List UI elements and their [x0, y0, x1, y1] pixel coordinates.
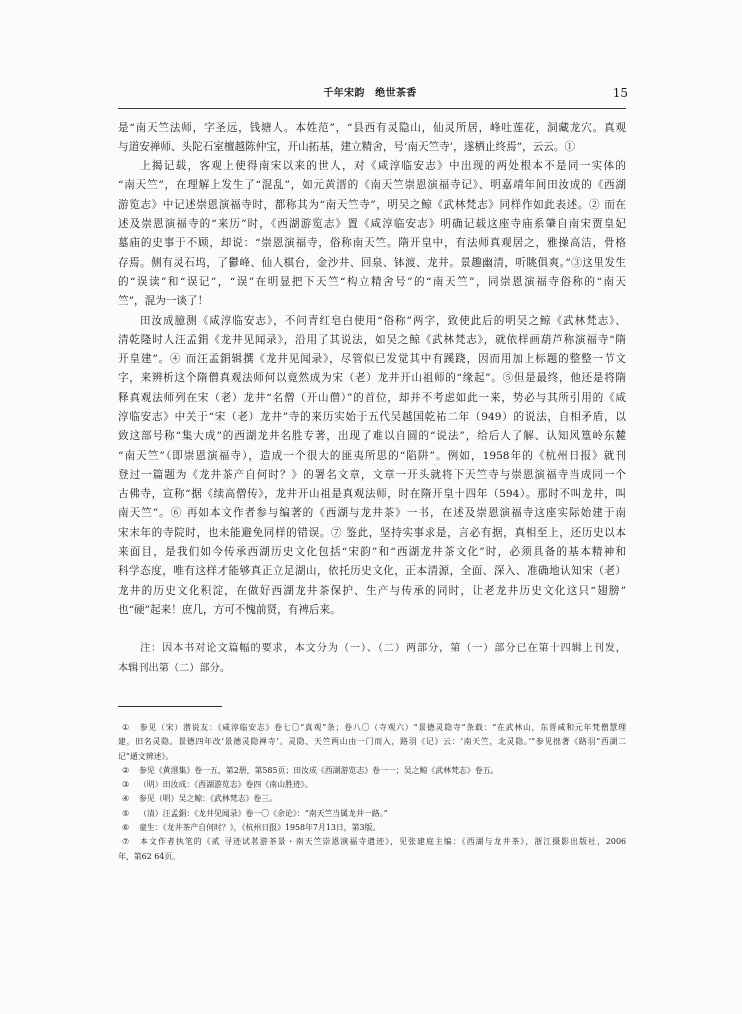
text-line: “南天竺”（即崇恩演福寺），造成一个很大的匪夷所思的“陷阱”。例如，1958年的《杭州日报》就刊	[118, 449, 626, 462]
footnote-text: 年，第62 64页。	[118, 851, 181, 861]
footnote-mark: ①	[122, 723, 130, 732]
footnote-mark: ⑥	[122, 823, 130, 833]
text-line: 科学态度，唯有这样才能够真正立足湖山，依托历史文化，正本清源，全面、深入、准确地认知宋（老）	[118, 565, 626, 578]
footnote	[118, 807, 626, 821]
text-line: 龙井的历史文化积淀，在做好西湖龙井茶保护、生产与传承的同时，让老龙井历史文化这只“翅膀”	[118, 584, 626, 597]
footnotes	[118, 721, 626, 864]
footnote	[118, 792, 626, 806]
note-line: 注：因本书对论文篇幅的要求，本文分为（一）、（二）两部分，第（一）部分已在第十四辑上刊发，	[140, 643, 626, 655]
footnote	[118, 721, 626, 764]
footnote-text: 参见《黄溍集》卷一五，第2册，第585页；田汝成《西湖游览志》卷一一；吴之鲸《武林梵志》卷五。	[139, 765, 499, 775]
footnote-text: （清）汪孟鋗：《龙井见闻录》卷一〇《余论》：“南天竺当属龙井一路。”	[139, 808, 388, 818]
footnote-text: 参见（明）吴之鲸：《武林梵志》卷三。	[139, 794, 278, 804]
footnote-rule	[118, 706, 222, 707]
text-line: 存焉。侧有灵石坞，了鬱峰、仙人棋台，金沙井、回泉、钵渡、龙井。景趣幽清，听眺俱爽。”③这里发生	[118, 256, 626, 269]
footnote-mark: ②	[122, 765, 130, 775]
body-paragraph-quote-end	[118, 119, 626, 158]
footnote-text: 童生：《龙井茶产自何时？》，《杭州日报》1958年7月13日，第3版。	[139, 823, 381, 833]
footnote	[118, 778, 626, 792]
text-line: 竺”，混为一谈了！	[118, 295, 209, 308]
header-rule	[118, 108, 626, 109]
footnote-mark: ④	[122, 794, 130, 804]
footnote-mark: ③	[122, 780, 130, 790]
body-paragraph	[118, 312, 626, 621]
text-line: 游览志》中记述崇恩演福寺时，都称其为“南天竺寺”，明吴之鲸《武林梵志》同样作如此表述。② 而在	[118, 198, 626, 211]
page-number: 15	[612, 86, 628, 100]
footnote-text: 记”通文辨述》。	[118, 751, 174, 761]
text-line: 释真观法师列在宋（老）龙井“名僧（开山僧）”的首位，却并不考虑如此一来，势必与其所引用的《咸	[118, 391, 626, 404]
text-line: 的“误读”和“误记”，“误”在明显把下天竺“构立精舍号”的“南天竺”，同崇恩演福寺俗称的“南天	[118, 275, 626, 288]
footnote	[118, 821, 626, 835]
footnote-text: 建，旧名灵隐。景德四年改‘景德灵隐禅寺’。灵隐、天竺两山由一门而入，路羽《记》云：‘南天竺，北灵隐。’”参见拙著《路羽“西湖二	[118, 737, 626, 747]
footnote-text: 参见（宋）潜说友：《咸淳临安志》卷七〇“真观”条；卷八〇（寺观六）“景德灵隐寺”条载：“在武林山，东晋咸和元年梵僧慧理	[139, 723, 626, 732]
text-line: 也“硬”起来！庶几，方可不愧前贤，有裨后来。	[118, 603, 341, 616]
text-line: 淳临安志》中关于“宋（老）龙井”寺的来历实始于五代吴越国乾祐二年（949）的说法，自相矛盾，以	[118, 410, 626, 423]
body-paragraph	[118, 157, 626, 311]
running-header-title: 千年宋韵 绝世茶香	[323, 88, 417, 99]
text-line: 是“南天竺法师，字圣远，钱塘人。本姓范”，“县西有灵隐山，仙灵所居，峰吐莲花，洞藏龙穴。真观	[118, 121, 626, 134]
text-line: 述及崇恩演福寺的“来历”时，《西湖游览志》置《咸淳临安志》明确记载这座寺庙系肇自南宋贾皇妃	[118, 217, 626, 230]
text-line: 上揭记载，客观上使得南宋以来的世人，对《咸淳临安志》中出现的两处根本不是同一实体的	[140, 160, 626, 173]
footnote	[118, 835, 626, 864]
footnote	[118, 764, 626, 778]
text-line: 登过一篇题为《龙井茶产自何时？》的署名文章，文章一开头就将下天竺寺与崇恩演福寺当成同一个	[118, 468, 626, 481]
text-line: 字，来辨析这个隋僧真观法师何以竟然成为宋（老）龙井开山祖师的“缘起”。⑤但是最终，他还是将隋	[118, 372, 626, 385]
text-line: 墓庙的史事于不顾，却说：“崇恩演福寺，俗称南天竺。隋开皇中，有法师真观居之，雅操高洁，骨格	[118, 237, 626, 250]
text-line: 宋末年的寺院时，也未能避免同样的错误。⑦ 鉴此，坚持实事求是，言必有据，真相至上，还历史以本	[118, 526, 626, 539]
footnote-text: 本文作者执笔的《贰 寻迹试茗游茶景・南天竺崇恩演福寺遗迹》，见张建庭主编：《西湖与龙井茶》，浙江摄影出版社，2006	[139, 837, 626, 847]
text-line: 来面目，是我们如今传承西湖历史文化包括“宋韵”和“西湖龙井茶文化”时，必须具备的基本精神和	[118, 546, 626, 559]
footnote-text: （明）田汝成：《西湖游览志》卷四《南山胜迹》。	[139, 780, 313, 790]
note-line: 本辑刊出第（二）部分。	[118, 662, 231, 674]
editor-note	[118, 639, 626, 678]
text-line: 古佛寺，宣称“据《续高僧传》，龙井开山祖是真观法师，时在隋开皇十四年（594）。那时不叫龙井，叫	[118, 488, 626, 501]
text-line: 清乾隆时人汪孟鋗《龙井见闻录》，沿用了其说法，如吴之鲸《武林梵志》，就依样画葫芦称演福寺“隋	[118, 333, 626, 346]
text-line: “南天竺”，在理解上发生了“混乱”，如元黄溍的《南天竺崇恩演福寺记》、明嘉靖年间田汝成的《西湖	[118, 179, 626, 192]
text-line: 致这部号称“集大成”的西湖龙井名胜专著，出现了难以自圆的“说法”，给后人了解、认知风篁岭东麓	[118, 430, 626, 443]
footnote-mark: ⑦	[122, 837, 130, 847]
footnote-mark: ⑤	[122, 808, 130, 818]
text-line: 与道安禅师、头陀石室檀越陈仲宝，开山拓基，建立精舍，号‘南天竺寺’，遂栖止终焉”，云云。①	[118, 140, 576, 153]
text-line: 开皇建”。④ 而汪孟鋗辑撰《龙井见闻录》，尽管似已发觉其中有蹊跷，因而用加上标题的整整一节文	[118, 353, 626, 366]
text-line: 南天竺”。⑥ 再如本文作者参与编著的《西湖与龙井茶》一书，在述及崇恩演福寺这座实际始建于南	[118, 507, 626, 520]
text-line: 田汝成臆测《咸淳临安志》，不问青红皂白使用“俗称”两字，致使此后的明吴之鲸《武林梵志》、	[140, 314, 626, 327]
